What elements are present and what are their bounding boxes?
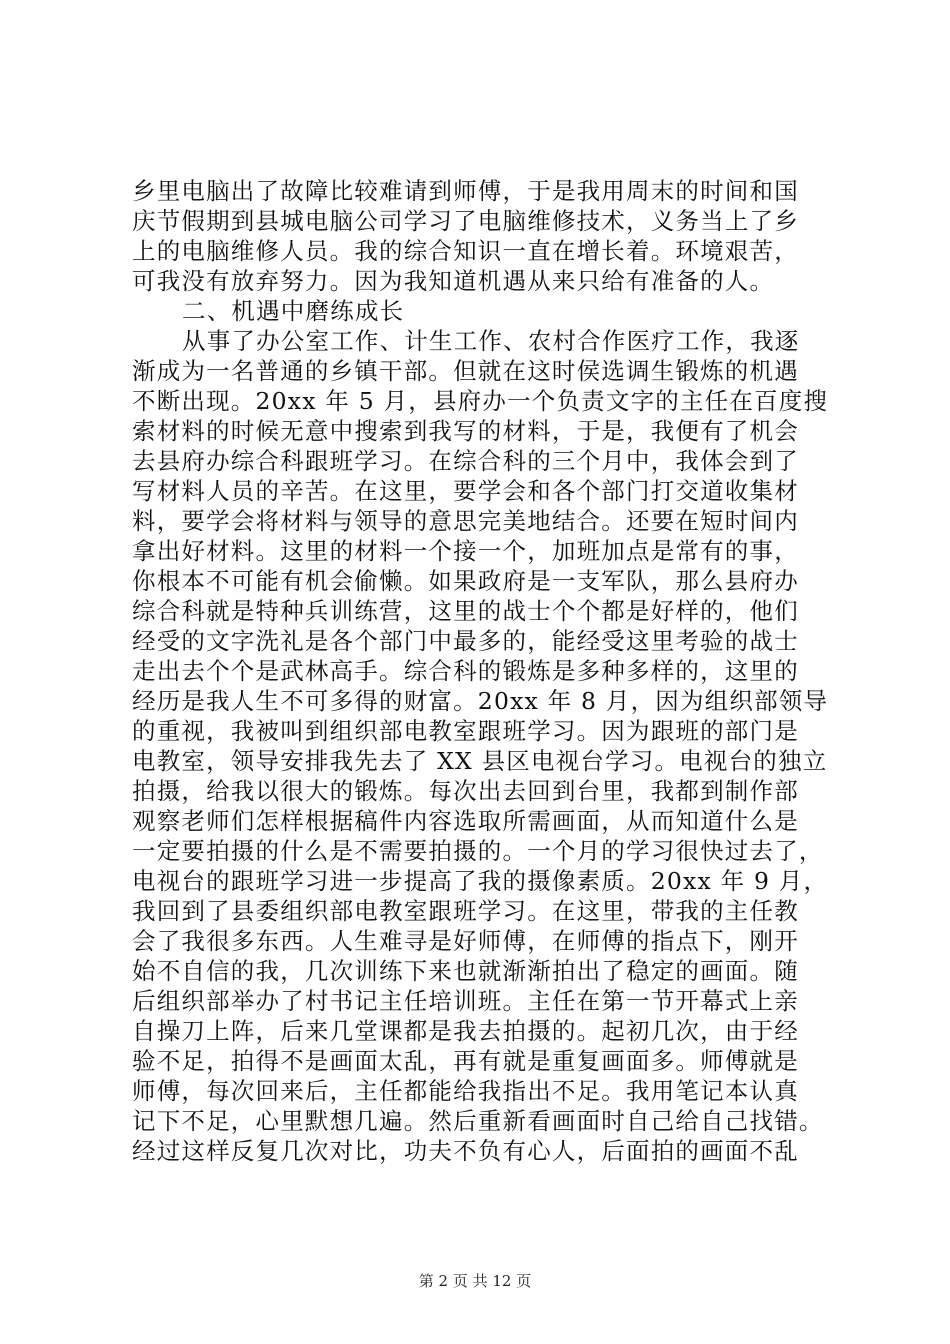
text-line: 你根本不可能有机会偷懒。如果政府是一支军队，那么县府办 [132, 567, 799, 595]
text-line: 验不足，拍得不是画面太乱，再有就是重复画面多。师傅就是 [132, 1047, 799, 1075]
text-line: 不断出现。20xx 年 5 月，县府办一个负责文字的主任在百度搜 [132, 387, 829, 415]
text-line: 乡里电脑出了故障比较难请到师傅，于是我用周末的时间和国 [132, 177, 799, 205]
text-line: 一定要拍摄的什么是不需要拍摄的。一个月的学习很快过去了， [132, 837, 824, 865]
text-line: 观察老师们怎样根据稿件内容选取所需画面，从而知道什么是 [132, 807, 799, 835]
text-line: 自操刀上阵，后来几堂课都是我去拍摄的。起初几次，由于经 [132, 1017, 799, 1045]
text-line: 经历是我人生不可多得的财富。20xx 年 8 月，因为组织部领导 [132, 687, 829, 715]
text-line: 料，要学会将材料与领导的意思完美地结合。还要在短时间内 [132, 507, 799, 535]
text-line: 会了我很多东西。人生难寻是好师傅，在师傅的指点下，刚开 [132, 927, 799, 955]
text-line: 电教室，领导安排我先去了 XX 县区电视台学习。电视台的独立 [132, 747, 828, 775]
page-footer: 第 2 页 共 12 页 [418, 1272, 532, 1290]
text-line: 拿出好材料。这里的材料一个接一个，加班加点是常有的事， [132, 537, 799, 565]
text-line: 索材料的时候无意中搜索到我写的材料，于是，我便有了机会 [132, 417, 799, 445]
text-line: 经受的文字洗礼是各个部门中最多的，能经受这里考验的战士 [132, 627, 799, 655]
text-line: 去县府办综合科跟班学习。在综合科的三个月中，我体会到了 [132, 447, 799, 475]
text-line: 的重视，我被叫到组织部电教室跟班学习。因为跟班的部门是 [132, 717, 799, 745]
text-line: 上的电脑维修人员。我的综合知识一直在增长着。环境艰苦， [132, 237, 799, 265]
text-line: 我回到了县委组织部电教室跟班学习。在这里，带我的主任教 [132, 897, 799, 925]
text-line: 记下不足，心里默想几遍。然后重新看画面时自己给自己找错。 [132, 1107, 824, 1135]
text-line: 拍摄，给我以很大的锻炼。每次出去回到台里，我都到制作部 [132, 777, 799, 805]
text-line: 渐成为一名普通的乡镇干部。但就在这时侯选调生锻炼的机遇 [132, 357, 799, 385]
text-line: 写材料人员的辛苦。在这里，要学会和各个部门打交道收集材 [132, 477, 799, 505]
text-line: 师傅，每次回来后，主任都能给我指出不足。我用笔记本认真 [132, 1077, 799, 1105]
text-line: 综合科就是特种兵训练营，这里的战士个个都是好样的，他们 [132, 597, 799, 625]
text-line: 可我没有放弃努力。因为我知道机遇从来只给有准备的人。 [132, 267, 775, 295]
text-line: 始不自信的我，几次训练下来也就渐渐拍出了稳定的画面。随 [132, 957, 799, 985]
text-line: 走出去个个是武林高手。综合科的锻炼是多种多样的，这里的 [132, 657, 799, 685]
text-line: 电视台的跟班学习进一步提高了我的摄像素质。20xx 年 9 月， [132, 867, 829, 895]
text-line: 庆节假期到县城电脑公司学习了电脑维修技术，义务当上了乡 [132, 207, 799, 235]
text-line: 经过这样反复几次对比，功夫不负有心人，后面拍的画面不乱 [132, 1137, 799, 1165]
body-text [132, 176, 829, 1166]
text-line: 从事了办公室工作、计生工作、农村合作医疗工作，我逐 [182, 327, 800, 355]
text-line: 二、机遇中磨练成长 [182, 297, 405, 325]
text-line: 后组织部举办了村书记主任培训班。主任在第一节开幕式上亲 [132, 987, 799, 1015]
